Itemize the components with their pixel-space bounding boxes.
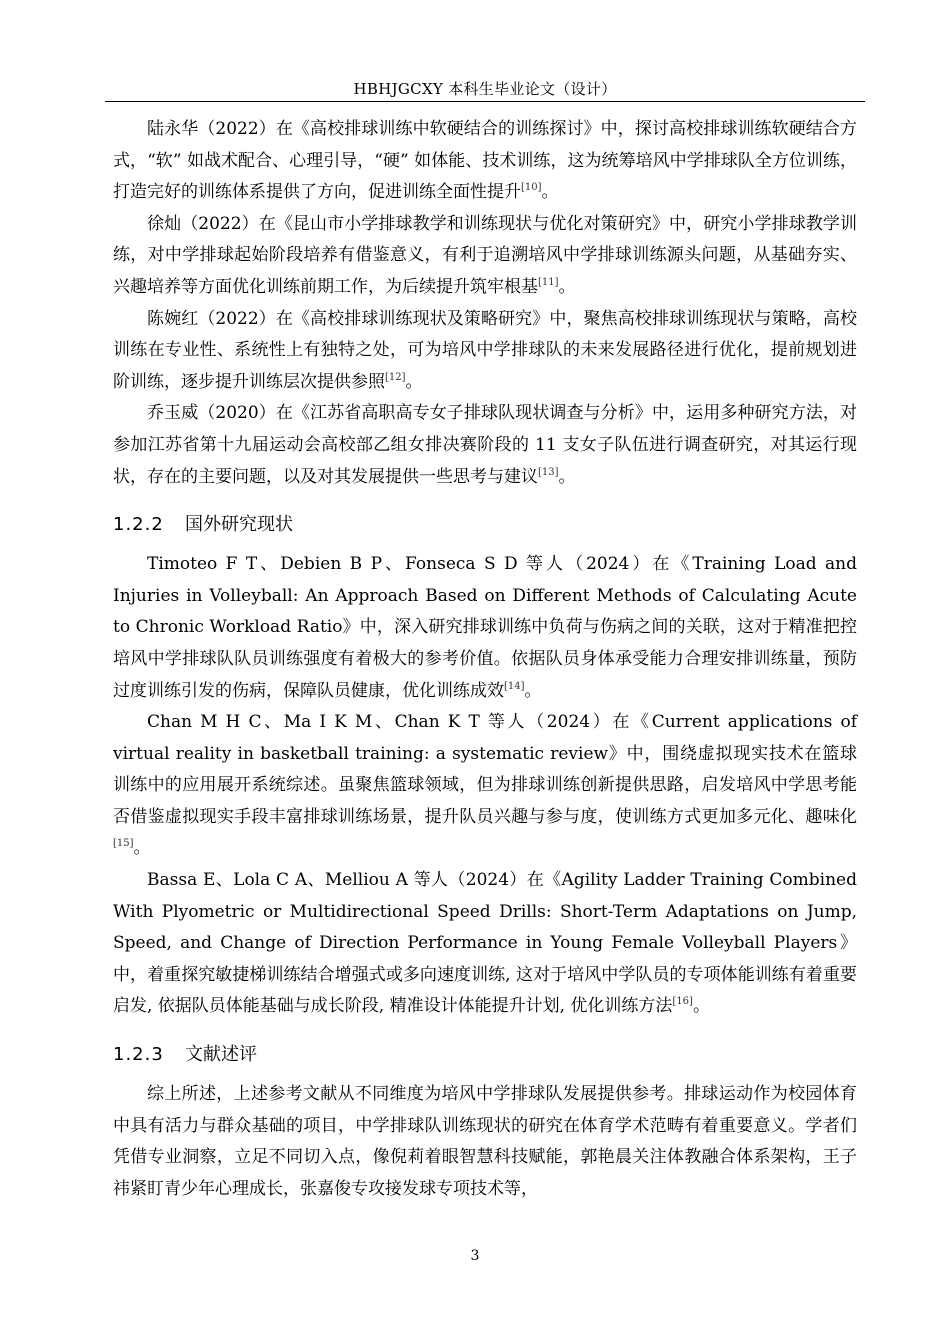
section-heading-literature-review (113, 1041, 857, 1069)
paragraph: Chan M H C、Ma I K M、Chan K T 等人（2024）在《Current applications of virtual reality in basketball training: a systematic review》中，围绕虚拟现实技术在篮球训练中的应用展开系统综述。虽聚焦篮球领域，但为排球训练创新提供思路，启发培风中学思考能否借鉴虚拟现实手段丰富排球训练场景，提升队员兴趣与参与度，使训练方式更加多元化、趣味化[15]。 (113, 712, 857, 859)
paragraph: 乔玉威（2020）在《江苏省高职高专女子排球队现状调查与分析》中，运用多种研究方法，对参加江苏省第十九届运动会高校部乙组女排决赛阶段的 11 支女子队伍进行调查研究，对其运行现状，存在的主要问题，以及对其发展提供一些思考与建议[13]。 (113, 403, 857, 487)
citation-ref: [16] (672, 996, 693, 1008)
section-number: 1.2.2 (113, 514, 164, 536)
paragraph: Timoteo F T、Debien B P、Fonseca S D 等人（2024）在《Training Load and Injuries in Volleyball: An Approach Based on Different Methods of Calculating Acute to Chronic Workload Ratio》中，深入研究排球训练中负荷与伤病之间的关联，这对于精准把控培风中学排球队队员训练强度有着极大的参考价值。依据队员身体承受能力合理安排训练量，预防过度训练引发的伤病，保障队员健康，优化训练成效[14]。 (113, 554, 857, 701)
citation-ref: [13] (538, 466, 559, 478)
citation-ref: [14] (504, 680, 525, 692)
paragraph: 陈婉红（2022）在《高校排球训练现状及策略研究》中，聚焦高校排球训练现状与策略，高校训练在专业性、系统性上有独特之处，可为培风中学排球队的未来发展路径进行优化，提前规划进阶训练，逐步提升训练层次提供参照[12]。 (113, 308, 857, 392)
page-header: HBHJGCXY 本科生毕业论文（设计） (353, 80, 617, 98)
paragraph: 徐灿（2022）在《昆山市小学排球教学和训练现状与优化对策研究》中，研究小学排球教学训练，对中学排球起始阶段培养有借鉴意义，有利于追溯培风中学排球训练源头问题，从基础夯实、兴趣培养等方面优化训练前期工作，为后续提升筑牢根基[11]。 (113, 213, 857, 297)
section-title: 文献述评 (185, 1044, 257, 1066)
header-rule (105, 101, 865, 102)
paragraph: Bassa E、Lola C A、Melliou A 等人（2024）在《Agility Ladder Training Combined With Plyometric or Multidirectional Speed Drills: Short-Term Adaptations on Jump, Speed, and Change of Direction Performance in Young Female Volleyball Players》中，着重探究敏捷梯训练结合增强式或多向速度训练, 这对于培风中学队员的专项体能训练有着重要启发, 依据队员体能基础与成长阶段, 精准设计体能提升计划, 优化训练方法[16]。 (113, 870, 857, 1017)
citation-ref: [12] (385, 371, 406, 383)
page-number: 3 (470, 1248, 480, 1264)
section-heading-foreign-research (113, 511, 857, 539)
paragraph: 综上所述，上述参考文献从不同维度为培风中学排球队发展提供参考。排球运动作为校园体育中具有活力与群众基础的项目，中学排球队训练现状的研究在体育学术范畴有着重要意义。学者们凭借专业洞察，立足不同切入点，像倪莉着眼智慧科技赋能，郭艳晨关注体教融合体系架构，王子祎紧盯青少年心理成长，张嘉俊专攻接发球专项技术等， (113, 1084, 857, 1199)
citation-ref: [10] (521, 182, 542, 194)
citation-ref: [15] (113, 838, 134, 850)
body-text (113, 114, 857, 1205)
section-title: 国外研究现状 (185, 514, 293, 536)
paragraph: 陆永华（2022）在《高校排球训练中软硬结合的训练探讨》中，探讨高校排球训练软硬结合方式，“软” 如战术配合、心理引导，“硬” 如体能、技术训练，这为统筹培风中学排球队全方位训练，打造完好的训练体系提供了方向，促进训练全面性提升[10]。 (113, 119, 857, 203)
section-number: 1.2.3 (113, 1044, 164, 1066)
citation-ref: [11] (538, 276, 559, 288)
